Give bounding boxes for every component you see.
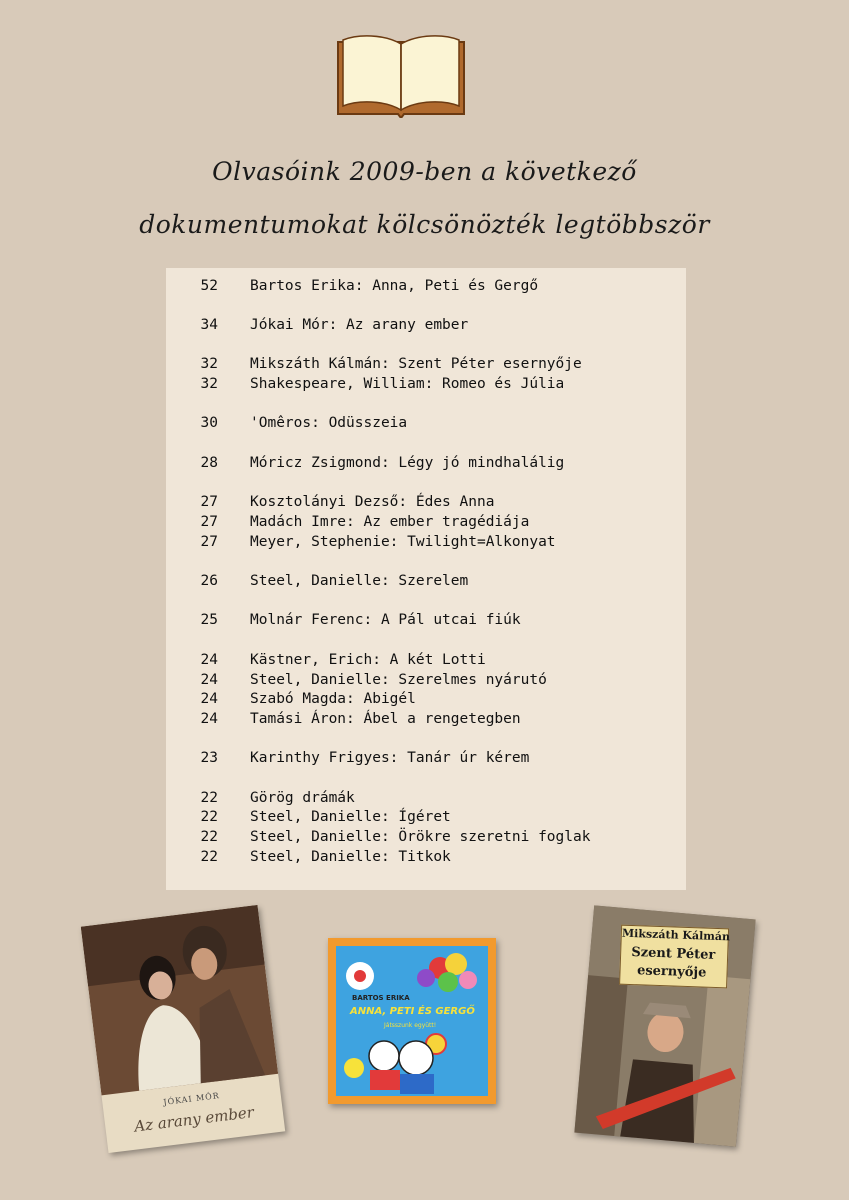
book-title: Szabó Magda: Abigél — [250, 691, 416, 707]
cover-author: BARTOS ERIKA — [352, 994, 410, 1002]
loan-count: 30 — [200, 415, 218, 431]
loan-count: 27 — [200, 514, 218, 530]
loan-count: 32 — [200, 376, 218, 392]
loan-count: 22 — [200, 790, 218, 806]
book-title: Mikszáth Kálmán: Szent Péter esernyője — [250, 356, 582, 372]
book-title: Jókai Mór: Az arany ember — [250, 317, 469, 333]
loan-count: 24 — [200, 672, 218, 688]
book-title: Kosztolányi Dezső: Édes Anna — [250, 494, 495, 510]
book-title: Steel, Danielle: Szerelem — [250, 573, 469, 589]
ranking-list — [166, 268, 686, 890]
book-title: Steel, Danielle: Örökre szeretni foglak — [250, 829, 591, 845]
cover-illustration — [328, 938, 496, 1104]
book-title: Görög drámák — [250, 790, 355, 806]
cover-author: JÓKAI MÓR — [162, 1091, 221, 1107]
loan-count: 24 — [200, 691, 218, 707]
book-title: Tamási Áron: Ábel a rengetegben — [250, 711, 521, 727]
book-title: Steel, Danielle: Ígéret — [250, 809, 451, 825]
book-title: Molnár Ferenc: A Pál utcai fiúk — [250, 612, 521, 628]
cover-title: Az arany ember — [133, 1103, 255, 1136]
page-title-line1: Olvasóink 2009-ben a következő — [212, 157, 637, 186]
book-title: Shakespeare, William: Romeo és Júlia — [250, 376, 565, 392]
book-title: Karinthy Frigyes: Tanár úr kérem — [250, 750, 530, 766]
book-title: Kästner, Erich: A két Lotti — [250, 652, 486, 668]
loan-count: 24 — [200, 711, 218, 727]
book-title: 'Omêros: Odüsszeia — [250, 415, 408, 431]
cover-title-line1: Szent Péter — [631, 944, 716, 963]
book-cover-bartos — [328, 938, 496, 1104]
book-cover-mikszath — [574, 905, 755, 1146]
loan-count: 26 — [200, 573, 218, 589]
loan-count: 22 — [200, 829, 218, 845]
book-title: Steel, Danielle: Szerelmes nyárutó — [250, 672, 547, 688]
page-title-line2: dokumentumokat kölcsönözték legtöbbször — [139, 210, 710, 239]
loan-count: 32 — [200, 356, 218, 372]
loan-count: 25 — [200, 612, 218, 628]
cover-title: ANNA, PETI ÉS GERGŐ — [350, 1006, 475, 1017]
book-title: Madách Imre: Az ember tragédiája — [250, 514, 530, 530]
book-title: Móricz Zsigmond: Légy jó mindhalálig — [250, 455, 565, 471]
book-title: Bartos Erika: Anna, Peti és Gergő — [250, 278, 539, 294]
book-title: Meyer, Stephenie: Twilight=Alkonyat — [250, 534, 556, 550]
cover-author: Mikszáth Kálmán — [621, 926, 731, 944]
cover-title-line2: esernyője — [636, 963, 707, 981]
loan-count: 28 — [200, 455, 218, 471]
loan-count: 27 — [200, 494, 218, 510]
book-title: Steel, Danielle: Titkok — [250, 849, 451, 865]
cover-subtitle: Játsszunk együtt! — [384, 1022, 437, 1029]
loan-count: 24 — [200, 652, 218, 668]
loan-count: 52 — [200, 278, 218, 294]
loan-count: 22 — [200, 849, 218, 865]
loan-count: 23 — [200, 750, 218, 766]
loan-count: 34 — [200, 317, 218, 333]
loan-count: 27 — [200, 534, 218, 550]
book-cover-jokai — [81, 905, 285, 1153]
loan-count: 22 — [200, 809, 218, 825]
open-book-icon — [334, 30, 468, 118]
